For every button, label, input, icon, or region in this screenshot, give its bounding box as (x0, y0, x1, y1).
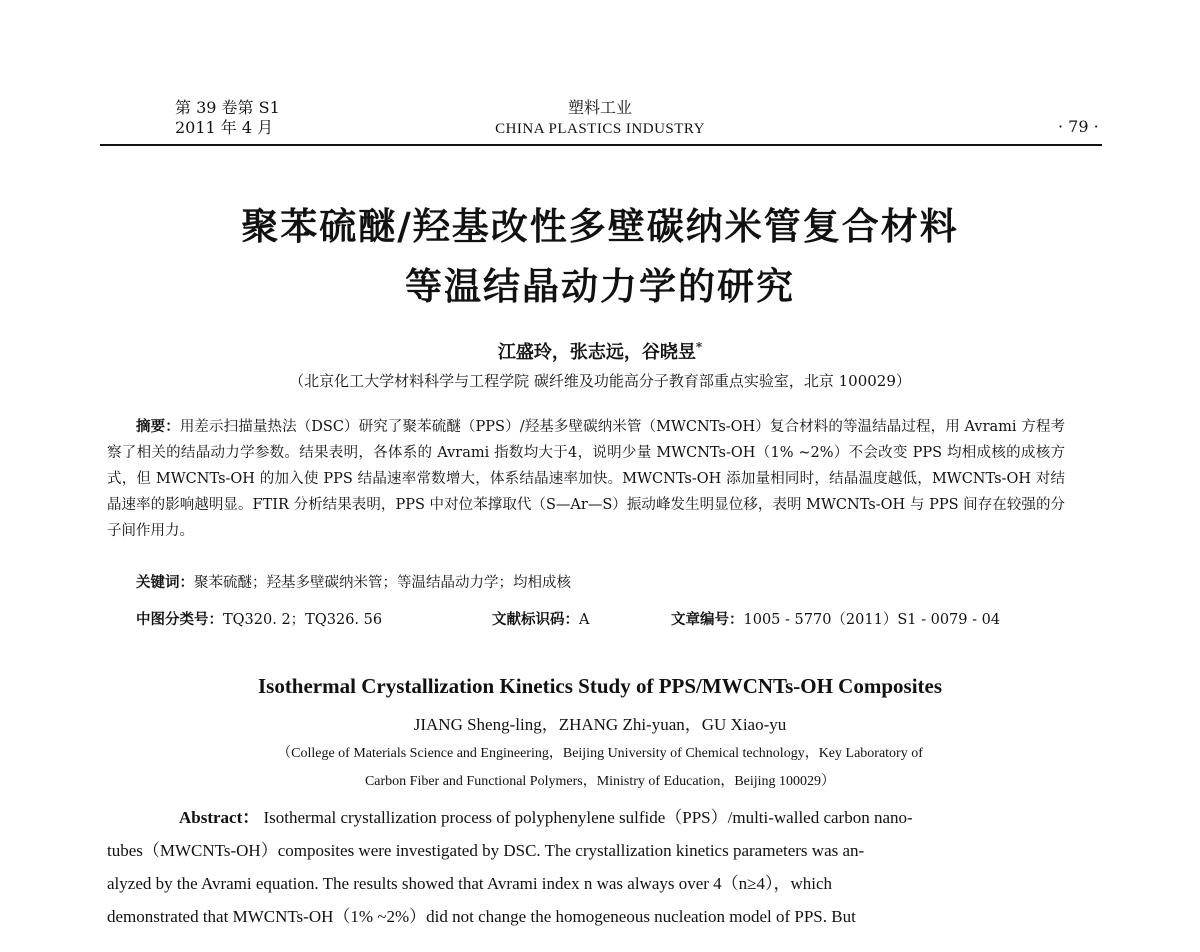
journal-name-en: CHINA PLASTICS INDUSTRY (495, 121, 705, 137)
authors-cn-names: 江盛玲，张志远，谷晓昱 (497, 342, 696, 363)
abstract-cn-label: 摘要： (136, 419, 180, 435)
authors-cn (0, 338, 1200, 364)
classification-doc (492, 608, 589, 629)
volume-issue: 第 39 卷第 S1 (175, 98, 280, 117)
affiliation-cn: （北京化工大学材料科学与工程学院 碳纤维及功能高分子教育部重点实验室，北京 100029） (289, 372, 911, 390)
journal-name-cn: 塑料工业 (567, 98, 632, 117)
classification-clc (136, 608, 382, 629)
abstract-cn-text: 用差示扫描量热法（DSC）研究了聚苯硫醚（PPS）/羟基多壁碳纳米管（MWCNTs-OH）复合材料的等温结晶过程，用 Avrami 方程考察了相关的结晶动力学参数。结果表明，各体系的 Avrami 指数均大于4，说明少量 MWCNTs-OH（1% ~2%）不会改变 PPS 均相成核的成核方式，但 MWCNTs-OH 的加入使 PPS 结晶速率常数增大，体系结晶速率加快。MWCNTs-OH 添加量相同时，结晶温度越低，MWCNTs-OH 对结晶速率的影响越明显。FTIR 分析结果表明，PPS 中对位苯撑取代（S—Ar—S）振动峰发生明显位移，表明 MWCNTs-OH 与 PPS 间存在较强的分子间作用力。 (107, 419, 1065, 539)
title-cn-line1: 聚苯硫醚/羟基改性多壁碳纳米管复合材料 (241, 204, 959, 248)
affiliation-en-line2: Carbon Fiber and Functional Polymers，Ministry of Education，Beijing 100029） (364, 774, 836, 789)
page-number: · 79 · (1058, 117, 1099, 136)
publication-date: 2011 年 4 月 (175, 118, 274, 137)
keywords-cn (136, 571, 571, 592)
article-number-label: 文章编号： (671, 612, 744, 628)
abstract-cn (107, 414, 1065, 544)
affiliation-en-line1: （College of Materials Science and Engineering，Beijing University of Chemical technology，Key Laboratory of (277, 746, 923, 761)
abstract-en-line1 (107, 801, 1067, 834)
authors-en: JIANG Sheng-ling，ZHANG Zhi-yuan，GU Xiao-yu (413, 715, 787, 734)
article-number-value: 1005 - 5770（2011）S1 - 0079 - 04 (743, 612, 1001, 628)
title-cn-line2: 等温结晶动力学的研究 (405, 264, 795, 308)
abstract-en-label: Abstract： (179, 808, 260, 827)
abstract-en-line3: alyzed by the Avrami equation. The results showed that Avrami index n was always over 4（n≥4），which (107, 874, 833, 893)
header-rule (100, 144, 1102, 146)
abstract-en-line2: tubes（MWCNTs-OH）composites were investigated by DSC. The crystallization kinetics parameters was an- (107, 841, 865, 860)
clc-label: 中图分类号： (136, 612, 223, 628)
clc-value: TQ320. 2；TQ326. 56 (223, 612, 383, 628)
abstract-en (107, 801, 1067, 933)
abstract-en-line4: demonstrated that MWCNTs-OH（1% ~2%）did not change the homogeneous nucleation model of PPS. But (107, 907, 856, 926)
corresponding-author-mark: * (695, 340, 703, 354)
title-en: Isothermal Crystallization Kinetics Study of PPS/MWCNTs-OH Composites (257, 674, 943, 698)
doc-code-label: 文献标识码： (492, 612, 579, 628)
classification-article (671, 608, 1000, 629)
abstract-en-line1-text: Isothermal crystallization process of polyphenylene sulfide（PPS）/multi-walled carbon nano- (263, 808, 913, 827)
keywords-label: 关键词： (136, 575, 194, 591)
doc-code-value: A (579, 612, 590, 628)
keywords-text: 聚苯硫醚；羟基多壁碳纳米管；等温结晶动力学；均相成核 (194, 575, 571, 591)
